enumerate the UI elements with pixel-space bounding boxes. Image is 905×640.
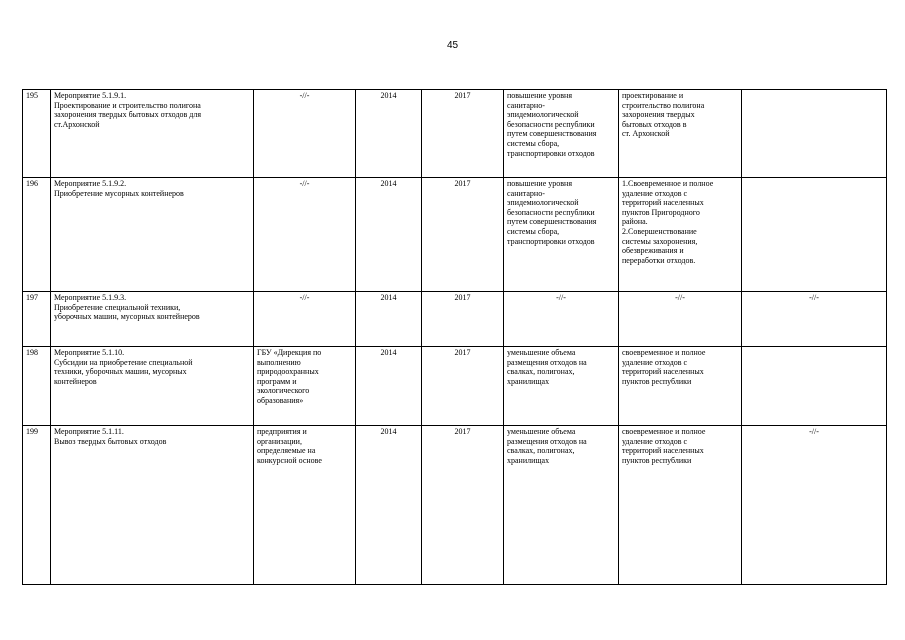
cell-text-line: повышение уровня: [507, 179, 572, 188]
end-year-cell: [422, 178, 504, 292]
cell-value: 196: [26, 179, 38, 188]
cell-text-line: определяемые на: [257, 446, 316, 456]
cell-text-line: санитарно-: [507, 188, 545, 198]
cell-text-line: захоронения твердых бытовых отходов для: [54, 110, 202, 120]
expected-result-cell: [504, 347, 619, 426]
cell-text-line: удаление отходов с: [622, 188, 688, 198]
table-row: [23, 426, 887, 585]
cell-value: 2014: [380, 293, 397, 302]
links-cell: [742, 178, 887, 292]
cell-text-line: пунктов Пригородного: [622, 207, 700, 217]
cell-text-line: Мероприятие 5.1.9.1.: [54, 91, 127, 100]
row-number-cell: [23, 178, 51, 292]
cell-text-line: -//-: [299, 91, 310, 100]
cell-text-line: -//-: [809, 427, 819, 436]
cell-text-line: Мероприятие 5.1.9.2.: [54, 179, 127, 188]
cell-text-line: эпидемиологической: [507, 110, 579, 120]
cell-text-line: эпидемиологической: [507, 198, 579, 208]
cell-value: 2014: [380, 348, 397, 357]
cell-text-line: свалках, полигонах,: [507, 367, 575, 377]
cell-text-line: -//-: [299, 179, 310, 188]
cell-text-line: повышение уровня: [507, 91, 572, 100]
start-year-cell: [356, 90, 422, 178]
cell-text-line: Субсидии на приобретение специальной: [54, 357, 193, 367]
cell-text-line: уменьшение объема: [507, 427, 576, 436]
table-row: [23, 178, 887, 292]
cell-text-line: ст. Архонской: [622, 129, 670, 139]
cell-value: 2017: [454, 348, 471, 357]
cell-text-line: уменьшение объема: [507, 348, 576, 357]
cell-text-line: свалках, полигонах,: [507, 446, 575, 456]
cell-value: 2014: [380, 179, 397, 188]
cell-text-line: -//-: [809, 293, 819, 302]
expected-result-cell: [504, 292, 619, 347]
cell-value: 2017: [454, 427, 471, 436]
cell-text-line: системы сбора,: [507, 138, 560, 148]
cell-text-line: территорий населенных: [622, 198, 704, 208]
cell-text-line: организации,: [257, 436, 302, 446]
consequence-cell: [619, 178, 742, 292]
cell-text-line: Мероприятие 5.1.10.: [54, 348, 125, 357]
cell-text-line: санитарно-: [507, 100, 545, 110]
cell-text-line: 2.Совершенствование: [622, 226, 697, 236]
cell-text-line: контейнеров: [54, 376, 97, 386]
start-year-cell: [356, 347, 422, 426]
cell-text-line: техники, уборочных машин, мусорных: [54, 367, 187, 377]
cell-value: 2014: [380, 427, 397, 436]
cell-value: 197: [26, 293, 38, 302]
links-cell: [742, 292, 887, 347]
executor-cell: [254, 178, 356, 292]
cell-text-line: территорий населенных: [622, 446, 704, 456]
end-year-cell: [422, 292, 504, 347]
page-number: 45: [446, 40, 459, 51]
end-year-cell: [422, 90, 504, 178]
end-year-cell: [422, 426, 504, 585]
consequence-cell: [619, 347, 742, 426]
cell-text-line: Приобретение мусорных контейнеров: [54, 188, 184, 198]
cell-text-line: безопасности республики: [507, 119, 595, 129]
executor-cell: [254, 292, 356, 347]
cell-text-line: Мероприятие 5.1.11.: [54, 427, 124, 436]
row-number-cell: [23, 347, 51, 426]
cell-text-line: пунктов республики: [622, 376, 692, 386]
cell-text-line: системы сбора,: [507, 226, 560, 236]
executor-cell: [254, 347, 356, 426]
table-row: [23, 347, 887, 426]
executor-cell: [254, 90, 356, 178]
cell-text-line: бытовых отходов в: [622, 119, 687, 129]
event-name-cell: [51, 292, 254, 347]
cell-text-line: путем совершенствования: [507, 217, 597, 227]
cell-value: 199: [26, 427, 38, 436]
cell-text-line: транспортировки отходов: [507, 236, 595, 246]
cell-text-line: ст.Архонской: [54, 119, 100, 129]
cell-value: 198: [26, 348, 38, 357]
start-year-cell: [356, 178, 422, 292]
consequence-cell: [619, 292, 742, 347]
cell-text-line: выполнению: [257, 357, 301, 367]
event-name-cell: [51, 426, 254, 585]
cell-text-line: хранилищах: [507, 455, 550, 465]
cell-text-line: Проектирование и строительство полигона: [54, 100, 201, 110]
cell-text-line: удаление отходов с: [622, 436, 688, 446]
end-year-cell: [422, 347, 504, 426]
cell-value: 195: [26, 91, 38, 100]
cell-text-line: переработки отходов.: [622, 255, 696, 265]
cell-text-line: ГБУ «Дирекция по: [257, 348, 322, 357]
links-cell: [742, 90, 887, 178]
cell-text-line: путем совершенствования: [507, 129, 597, 139]
links-cell: [742, 347, 887, 426]
cell-text-line: захоронения твердых: [622, 110, 695, 120]
cell-text-line: строительство полигона: [622, 100, 705, 110]
start-year-cell: [356, 292, 422, 347]
cell-text-line: своевременное и полное: [622, 427, 706, 436]
cell-text-line: территорий населенных: [622, 367, 704, 377]
cell-value: 2014: [380, 91, 397, 100]
cell-text-line: Мероприятие 5.1.9.3.: [54, 293, 127, 302]
cell-text-line: пунктов республики: [622, 455, 692, 465]
cell-text-line: образования»: [257, 395, 304, 405]
cell-value: 2017: [454, 293, 471, 302]
cell-text-line: системы захоронения,: [622, 236, 698, 246]
cell-text-line: -//-: [556, 293, 566, 302]
cell-value: 2017: [454, 91, 471, 100]
cell-text-line: природоохранных: [257, 367, 319, 377]
expected-result-cell: [504, 90, 619, 178]
consequence-cell: [619, 426, 742, 585]
row-number-cell: [23, 426, 51, 585]
start-year-cell: [356, 426, 422, 585]
row-number-cell: [23, 90, 51, 178]
cell-text-line: Вывоз твердых бытовых отходов: [54, 436, 167, 446]
cell-text-line: транспортировки отходов: [507, 148, 595, 158]
cell-text-line: своевременное и полное: [622, 348, 706, 357]
cell-text-line: размещения отходов на: [507, 357, 587, 367]
event-name-cell: [51, 178, 254, 292]
cell-text-line: уборочных машин, мусорных контейнеров: [54, 312, 200, 322]
cell-text-line: программ и: [257, 376, 297, 386]
cell-text-line: экологического: [257, 386, 310, 396]
cell-text-line: удаление отходов с: [622, 357, 688, 367]
executor-cell: [254, 426, 356, 585]
program-events-table: [22, 89, 887, 585]
cell-value: 2017: [454, 179, 471, 188]
cell-text-line: безопасности республики: [507, 207, 595, 217]
cell-text-line: района.: [622, 217, 648, 227]
expected-result-cell: [504, 178, 619, 292]
consequence-cell: [619, 90, 742, 178]
cell-text-line: проектирование и: [622, 91, 684, 100]
table-row: [23, 90, 887, 178]
links-cell: [742, 426, 887, 585]
cell-text-line: размещения отходов на: [507, 436, 587, 446]
expected-result-cell: [504, 426, 619, 585]
cell-text-line: 1.Своевременное и полное: [622, 179, 714, 188]
cell-text-line: конкурсной основе: [257, 455, 322, 465]
cell-text-line: -//-: [299, 293, 310, 302]
cell-text-line: хранилищах: [507, 376, 550, 386]
cell-text-line: Приобретение специальной техники,: [54, 302, 181, 312]
table-row: [23, 292, 887, 347]
row-number-cell: [23, 292, 51, 347]
cell-text-line: предприятия и: [257, 427, 307, 436]
event-name-cell: [51, 347, 254, 426]
cell-text-line: -//-: [675, 293, 685, 302]
event-name-cell: [51, 90, 254, 178]
cell-text-line: обезвреживания и: [622, 246, 684, 256]
